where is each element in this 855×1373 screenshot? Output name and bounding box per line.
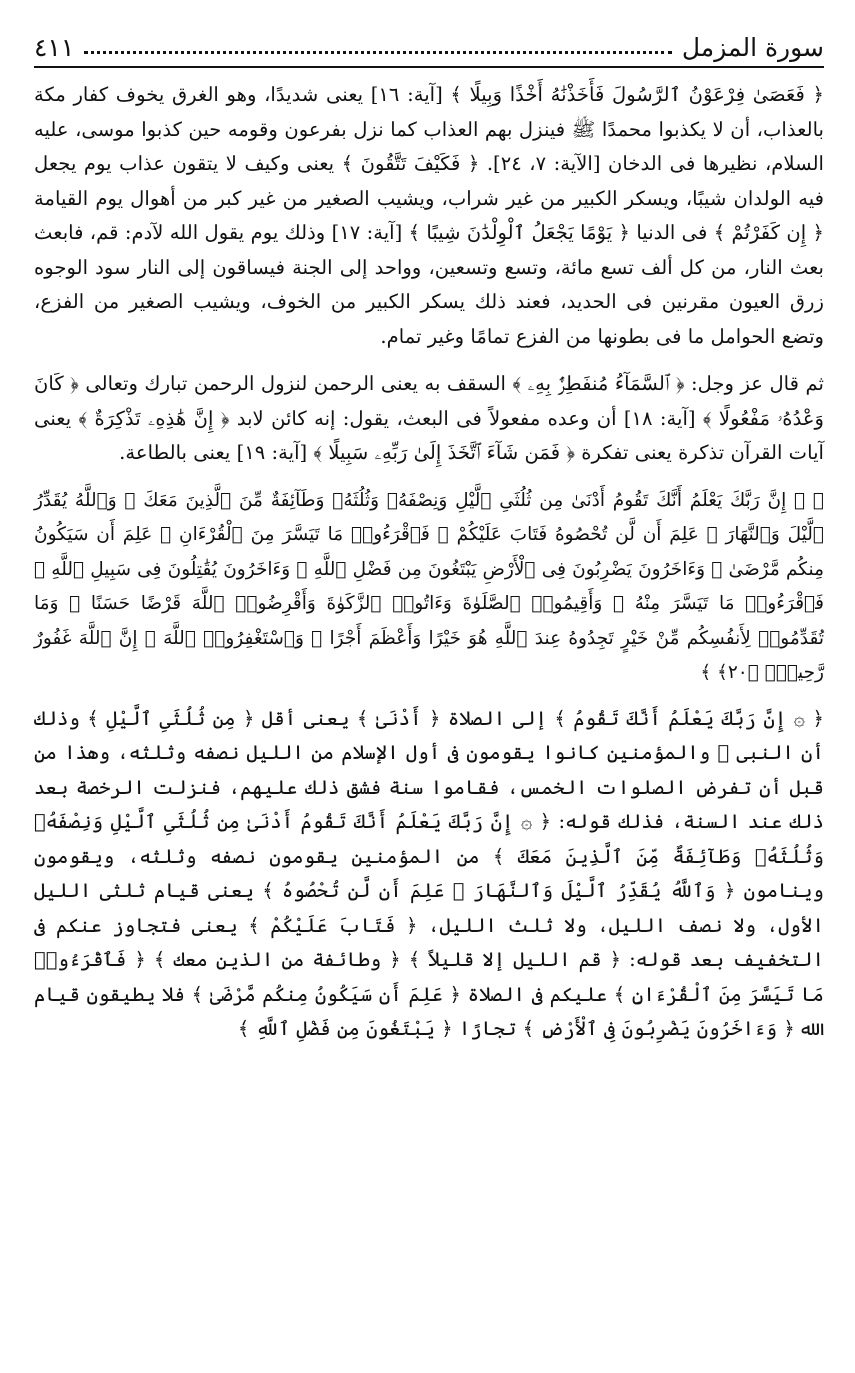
paragraph-3-verse: ﴿ ۞ إِنَّ رَبَّكَ يَعْلَمُ أَنَّكَ تَقُومُ أَدْنَىٰ مِن ثُلُثَىِ ٱلَّيْلِ وَنِصْفَهُۥ وَثُلُثَهُۥ وَطَآئِفَةٌ مِّنَ ٱلَّذِينَ مَعَكَ ۚ وَٱللَّهُ يُقَدِّرُ ٱلَّيْلَ وَٱلنَّهَارَ ۚ عَلِمَ أَن لَّن تُحْصُوهُ فَتَابَ عَلَيْكُمْ ۖ فَٱقْرَءُوا۟ مَا تَيَسَّرَ مِنَ ٱلْقُرْءَانِ ۚ عَلِمَ أَن سَيَكُونُ مِنكُم مَّرْضَىٰ ۙ وَءَاخَرُونَ يَضْرِبُونَ فِى ٱلْأَرْضِ يَبْتَغُونَ مِن فَضْلِ ٱللَّهِ ۙ وَءَاخَرُونَ يُقَٰتِلُونَ فِى سَبِيلِ ٱللَّهِ ۖ فَٱقْرَءُوا۟ مَا تَيَسَّرَ مِنْهُ ۚ وَأَقِيمُوا۟ ٱلصَّلَوٰةَ وَءَاتُوا۟ ٱلزَّكَوٰةَ وَأَقْرِضُوا۟ ٱللَّهَ قَرْضًا حَسَنًا ۚ وَمَا تُقَدِّمُوا۟ لِأَنفُسِكُم مِّنْ خَيْرٍ تَجِدُوهُ عِندَ ٱللَّهِ هُوَ خَيْرًا وَأَعْظَمَ أَجْرًا ۚ وَٱسْتَغْفِرُوا۟ ٱللَّهَ ۖ إِنَّ ٱللَّهَ غَفُورٌ رَّحِيمٌۢ ﴿٢٠﴾ ﴾ — [34, 489, 824, 683]
page-number: ٤١١ — [34, 33, 75, 62]
surah-title: سورة المزمل — [681, 33, 824, 62]
header-dotted-leader — [84, 51, 672, 54]
page-header — [34, 20, 824, 68]
quran-verse-block — [34, 484, 824, 691]
book-page — [34, 20, 824, 1360]
paragraph-4: ﴿ ۞ إِنَّ رَبَّكَ يَعْلَمُ أَنَّكَ تَقُومُ ﴾ إلى الصلاة ﴿ أَدْنَىٰ ﴾ يعنى أقل ﴿ مِن ثُلُثَىِ ٱلَّيْلِ ﴾ وذلك أن النبى ﷺ والمؤمنين كانوا يقومون فى أول الإسلام من الليل نصفه وثلثه، وهذا من قبل أن تفرض الصلوات الخمس، فقاموا سنة فشق ذلك عليهم، فنزلت الرخصة بعد ذلك عند السنة، فذلك قوله: ﴿ ۞ إِنَّ رَبَّكَ يَعْلَمُ أَنَّكَ تَقُومُ أَدْنَىٰ مِن ثُلُثَىِ ٱلَّيْلِ وَنِصْفَهُۥ وَثُلُثَهُۥ وَطَآئِفَةٌ مِّنَ ٱلَّذِينَ مَعَكَ ﴾ من المؤمنين يقومون نصفه وثلثه، ويقومون وينامون ﴿ وَٱللَّهُ يُقَدِّرُ ٱلَّيْلَ وَٱلنَّهَارَ ۚ عَلِمَ أَن لَّن تُحْصُوهُ ﴾ يعنى قيام ثلثى الليل الأول، ولا نصف الليل، ولا ثلث الليل، ﴿ فَتَابَ عَلَيْكُمْ ﴾ يعنى فتجاوز عنكم فى التخفيف بعد قوله: ﴿ قم الليل إلا قليلاً ﴾ ﴿ وطائفة من الذين معك ﴾ ﴿ فَٱقْرَءُوا۟ مَا تَيَسَّرَ مِنَ ٱلْقُرْءَانِ ﴾ عليكم فى الصلاة ﴿ عَلِمَ أَن سَيَكُونُ مِنكُم مَّرْضَىٰ ﴾ فلا يطيقون قيام الله ﴿ وَءَاخَرُونَ يَضْرِبُونَ فِى ٱلْأَرْضِ ﴾ تجارًا ﴿ يَبْتَغُونَ مِن فَضْلِ ٱللَّهِ ﴾ — [34, 706, 824, 1040]
paragraph-2: ثم قال عز وجل: ﴿ ٱلسَّمَآءُ مُنفَطِرٌۢ بِهِۦ ﴾ السقف به يعنى الرحمن لنزول الرحمن تبارك وتعالى ﴿ كَانَ وَعْدُهُۥ مَفْعُولًا ﴾ [آية: ١٨] أن وعده مفعولاً فى البعث، يقول: إنه كائن لابد ﴿ إِنَّ هَٰذِهِۦ تَذْكِرَةٌ ﴾ يعنى آيات القرآن تذكرة يعنى تفكرة ﴿ فَمَن شَآءَ ٱتَّخَذَ إِلَىٰ رَبِّهِۦ سَبِيلًا ﴾ [آية: ١٩] يعنى بالطاعة. — [34, 372, 825, 464]
paragraph-1: ﴿ فَعَصَىٰ فِرْعَوْنُ ٱلرَّسُولَ فَأَخَذْنَٰهُ أَخْذًا وَبِيلًا ﴾ [آية: ١٦] يعنى شديدًا، وهو الغرق يخوف كفار مكة بالعذاب، أن لا يكذبوا محمدًا ﷺ فينزل بهم العذاب كما نزل بفرعون وقومه حين كذبوا موسى، عليه السلام، نظيرها فى الدخان [الآية: ٧، ٢٤]. ﴿ فَكَيْفَ تَتَّقُونَ ﴾ يعنى وكيف لا يتقون عذاب يوم يجعل فيه الولدان شيبًا، ويسكر الكبير من غير شراب، ويشيب الصغير من غير كبر من أهوال يوم القيامة ﴿ إِن كَفَرْتُمْ ﴾ فى الدنيا ﴿ يَوْمًا يَجْعَلُ ٱلْوِلْدَٰنَ شِيبًا ﴾ [آية: ١٧] وذلك يوم يقول الله لآدم: قم، فابعث بعث النار، من كل ألف تسع مائة، وتسع وتسعين، وواحد إلى الجنة فيساقون إلى النار سود الوجوه زرق العيون مقرنين فى الحديد، فعند ذلك يسكر الكبير من الخوف، ويشيب الصغير من الفزع، وتضع الحوامل ما فى بطونها من الفزع تمامًا وغير تمام. — [34, 83, 824, 348]
